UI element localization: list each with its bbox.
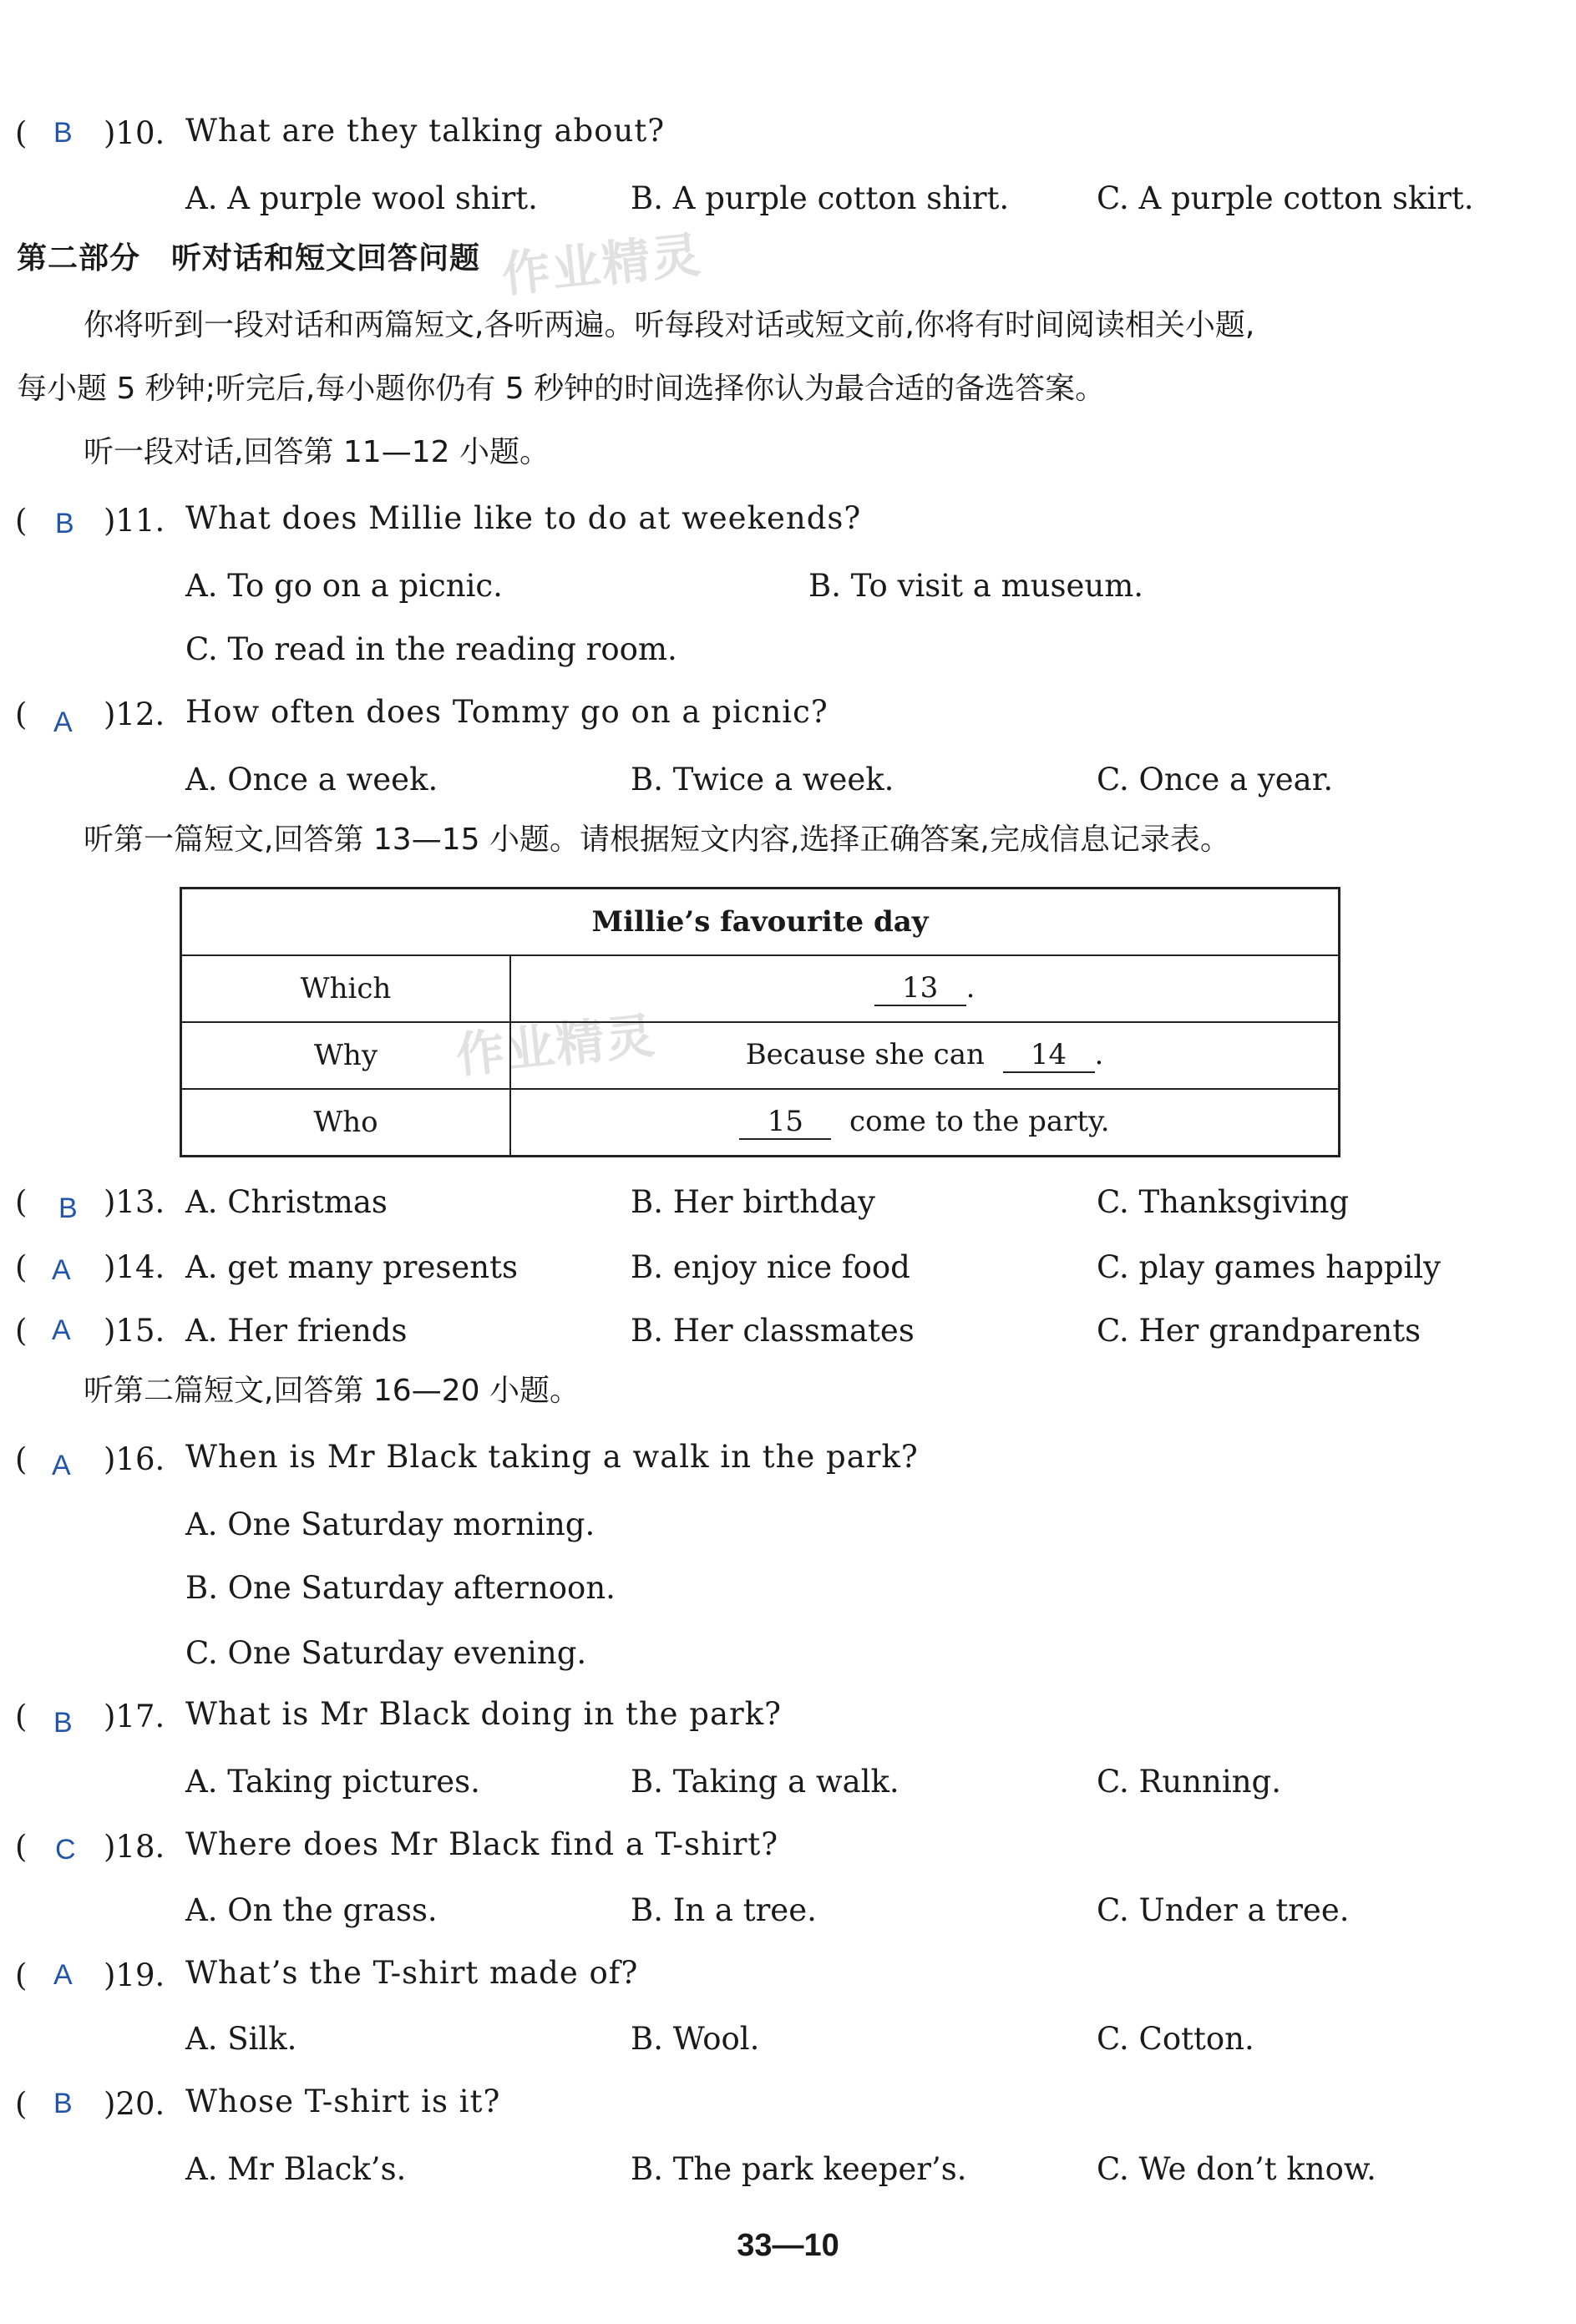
- question-text: Where does Mr Black find a T-shirt?: [185, 1826, 779, 1862]
- answer-paren: (: [15, 1957, 28, 1993]
- option-a: A. Her friends: [185, 1313, 408, 1349]
- table-row: [181, 1089, 1340, 1157]
- answer-blank: 13: [874, 973, 966, 1005]
- question-number: )20.: [104, 2086, 165, 2122]
- question-text: Whose T-shirt is it?: [185, 2083, 501, 2119]
- option-b: B. The park keeper’s.: [631, 2151, 967, 2187]
- answer-paren: (: [15, 1249, 28, 1285]
- answer-mark: B: [53, 117, 73, 149]
- question-text: How often does Tommy go on a picnic?: [185, 694, 829, 730]
- answer-paren: (: [15, 2086, 28, 2122]
- question-number: )16.: [104, 1441, 165, 1477]
- option-a: A. Taking pictures.: [185, 1764, 480, 1800]
- option-b: B. Her classmates: [631, 1313, 915, 1349]
- row-value: [510, 1022, 1340, 1089]
- info-table: [180, 887, 1340, 1157]
- option-b: B. To visit a museum.: [808, 568, 1144, 604]
- question-number: )15.: [104, 1313, 165, 1349]
- option-b: B. Her birthday: [631, 1184, 875, 1220]
- table-row: [181, 955, 1340, 1022]
- question-text: What is Mr Black doing in the park?: [185, 1696, 782, 1732]
- answer-mark: A: [52, 1450, 71, 1481]
- answer-paren: (: [15, 1313, 28, 1349]
- option-a: A. Once a week.: [185, 762, 438, 797]
- option-b: B. Twice a week.: [631, 762, 894, 797]
- question-number: )19.: [104, 1957, 165, 1993]
- option-c: C. Cotton.: [1097, 2021, 1254, 2057]
- answer-mark: B: [58, 1192, 78, 1224]
- page-number: 33—10: [737, 2228, 839, 2263]
- answer-paren: (: [15, 1441, 28, 1477]
- question-number: )12.: [104, 696, 165, 732]
- question-text: What does Millie like to do at weekends?: [185, 500, 862, 536]
- option-c: C. We don’t know.: [1097, 2151, 1376, 2187]
- option-a: A. A purple wool shirt.: [185, 180, 538, 216]
- question-text: What are they talking about?: [185, 113, 666, 149]
- option-a: A. Silk.: [185, 2021, 297, 2057]
- option-b: B. Taking a walk.: [631, 1764, 899, 1800]
- row-label: Who: [181, 1089, 511, 1157]
- option-c: C. A purple cotton skirt.: [1097, 180, 1474, 216]
- table-title: Millie’s favourite day: [181, 889, 1340, 956]
- section-intro: 你将听到一段对话和两篇短文,各听两遍。听每段对话或短文前,你将有时间阅读相关小题,: [84, 308, 1255, 342]
- option-a: A. Christmas: [185, 1184, 388, 1220]
- part-instruction: 听第二篇短文,回答第 16—20 小题。: [84, 1374, 580, 1408]
- answer-paren: (: [15, 1829, 28, 1865]
- row-value: [510, 1089, 1340, 1157]
- answer-paren: (: [15, 503, 28, 539]
- row-label: Which: [181, 955, 511, 1022]
- question-number: )14.: [104, 1249, 165, 1285]
- table-row: [181, 1022, 1340, 1089]
- answer-paren: (: [15, 696, 28, 732]
- question-number: )13.: [104, 1184, 165, 1220]
- option-b: B. Wool.: [631, 2021, 760, 2057]
- option-b: B. A purple cotton shirt.: [631, 180, 1010, 216]
- answer-mark: A: [53, 706, 73, 738]
- answer-paren: (: [15, 115, 28, 151]
- option-b: B. One Saturday afternoon.: [185, 1570, 616, 1606]
- question-text: What’s the T-shirt made of?: [185, 1955, 639, 1991]
- answer-mark: A: [53, 1959, 73, 1991]
- answer-mark: B: [55, 508, 74, 539]
- question-number: )18.: [104, 1829, 165, 1865]
- option-a: A. On the grass.: [185, 1892, 438, 1928]
- option-b: B. enjoy nice food: [631, 1249, 910, 1285]
- watermark: 作业精灵: [499, 225, 705, 304]
- option-c: C. Under a tree.: [1097, 1892, 1350, 1928]
- part-instruction: 听一段对话,回答第 11—12 小题。: [84, 435, 550, 469]
- answer-blank: 14: [1003, 1040, 1095, 1072]
- option-c: C. Thanksgiving: [1097, 1184, 1350, 1220]
- row-text: Because she can: [745, 1038, 985, 1072]
- punctuation: .: [965, 971, 975, 1005]
- option-a: A. One Saturday morning.: [185, 1506, 595, 1542]
- question-number: )11.: [104, 503, 165, 539]
- question-number: )10.: [104, 115, 165, 151]
- row-text: come to the party.: [849, 1105, 1110, 1139]
- part-instruction: 听第一篇短文,回答第 13—15 小题。请根据短文内容,选择正确答案,完成信息记录表。: [84, 823, 1230, 857]
- section-intro: 每小题 5 秒钟;听完后,每小题你仍有 5 秒钟的时间选择你认为最合适的备选答案。: [17, 372, 1106, 406]
- watermark: 作业精灵: [453, 1006, 659, 1085]
- row-value: [510, 955, 1340, 1022]
- answer-mark: A: [52, 1314, 71, 1346]
- answer-mark: B: [53, 2088, 73, 2119]
- option-a: A. get many presents: [185, 1249, 518, 1285]
- answer-mark: C: [55, 1834, 76, 1866]
- answer-paren: (: [15, 1699, 28, 1734]
- answer-mark: B: [53, 1707, 73, 1739]
- option-c: C. Running.: [1097, 1764, 1281, 1800]
- option-c: C. Her grandparents: [1097, 1313, 1421, 1349]
- option-a: A. Mr Black’s.: [185, 2151, 407, 2187]
- option-c: C. Once a year.: [1097, 762, 1334, 797]
- option-c: C. To read in the reading room.: [185, 631, 677, 667]
- option-b: B. In a tree.: [631, 1892, 817, 1928]
- punctuation: .: [1094, 1038, 1104, 1072]
- answer-paren: (: [15, 1184, 28, 1220]
- option-a: A. To go on a picnic.: [185, 568, 503, 604]
- section-title: 第二部分 听对话和短文回答问题: [17, 241, 481, 276]
- question-text: When is Mr Black taking a walk in the park?: [185, 1439, 919, 1475]
- option-c: C. play games happily: [1097, 1249, 1442, 1285]
- row-label: Why: [181, 1022, 511, 1089]
- answer-blank: 15: [739, 1106, 831, 1139]
- question-number: )17.: [104, 1699, 165, 1734]
- option-c: C. One Saturday evening.: [185, 1635, 587, 1671]
- answer-mark: A: [52, 1254, 71, 1286]
